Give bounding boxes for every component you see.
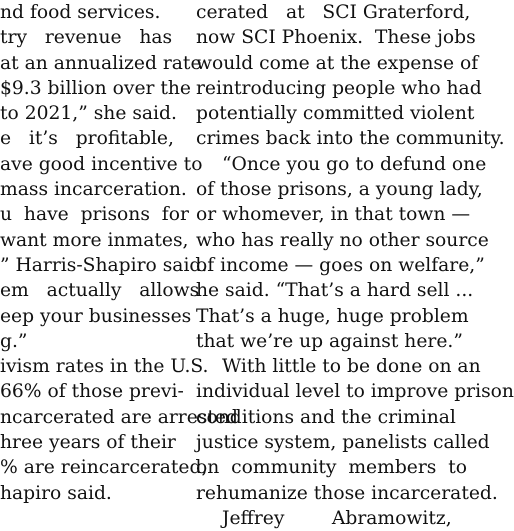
text-line: ivism rates in the U.S. [0,356,209,378]
text-line: on community members to [196,457,468,479]
text-line: ncarcerated are arrested [0,406,238,428]
text-line: of income — goes on welfare,” [196,254,485,276]
text-line: ave good incentive to [0,153,203,175]
text-line: at an annualized rate [0,52,202,74]
text-line: would come at the expense of [196,52,479,74]
text-line: mass incarceration. [0,179,187,201]
text-line: that we’re up against here.” [196,330,463,352]
text-line: crimes back into the community. [196,128,505,150]
text-line: $9.3 billion over the [0,77,191,99]
text-line: u have prisons for [0,204,189,226]
text-line: 66% of those previ- [0,381,184,403]
text-line: em actually allows [0,280,200,302]
text-line: now SCI Phoenix. These jobs [196,27,476,49]
text-line: conditions and the criminal [196,406,456,428]
text-line: or whomever, in that town — [196,204,471,226]
text-line: e it’s profitable, [0,128,174,150]
text-line: g.” [0,330,28,352]
text-line: reintroducing people who had [196,77,482,99]
text-line: That’s a huge, huge problem [196,305,469,327]
right-text-column [196,0,514,531]
text-line: of those prisons, a young lady, [196,179,483,201]
text-line: ” Harris-Shapiro said. [0,254,208,276]
text-line: try revenue has [0,27,173,49]
text-line: justice system, panelists called [196,432,490,454]
text-line: potentially committed violent [196,103,475,125]
text-line: to 2021,” she said. [0,103,177,125]
text-line: he said. “That’s a hard sell ... [196,280,474,302]
text-line: hapiro said. [0,482,112,504]
text-line: hree years of their [0,432,176,454]
text-line: Jeffrey Abramowitz, [222,507,452,529]
text-line: who has really no other source [196,229,489,251]
text-line: cerated at SCI Graterford, [196,2,471,23]
text-line: “Once you go to defund one [222,153,487,175]
text-line: individual level to improve prison [196,381,514,403]
text-line: eep your businesses [0,305,192,327]
text-line: % are reincarcerated, [0,457,208,479]
left-text-column [0,0,238,506]
text-line: rehumanize those incarcerated. [196,482,498,504]
text-line: want more inmates, [0,229,189,251]
text-line: With little to be done on an [222,356,481,378]
text-line: nd food services. [0,2,161,23]
